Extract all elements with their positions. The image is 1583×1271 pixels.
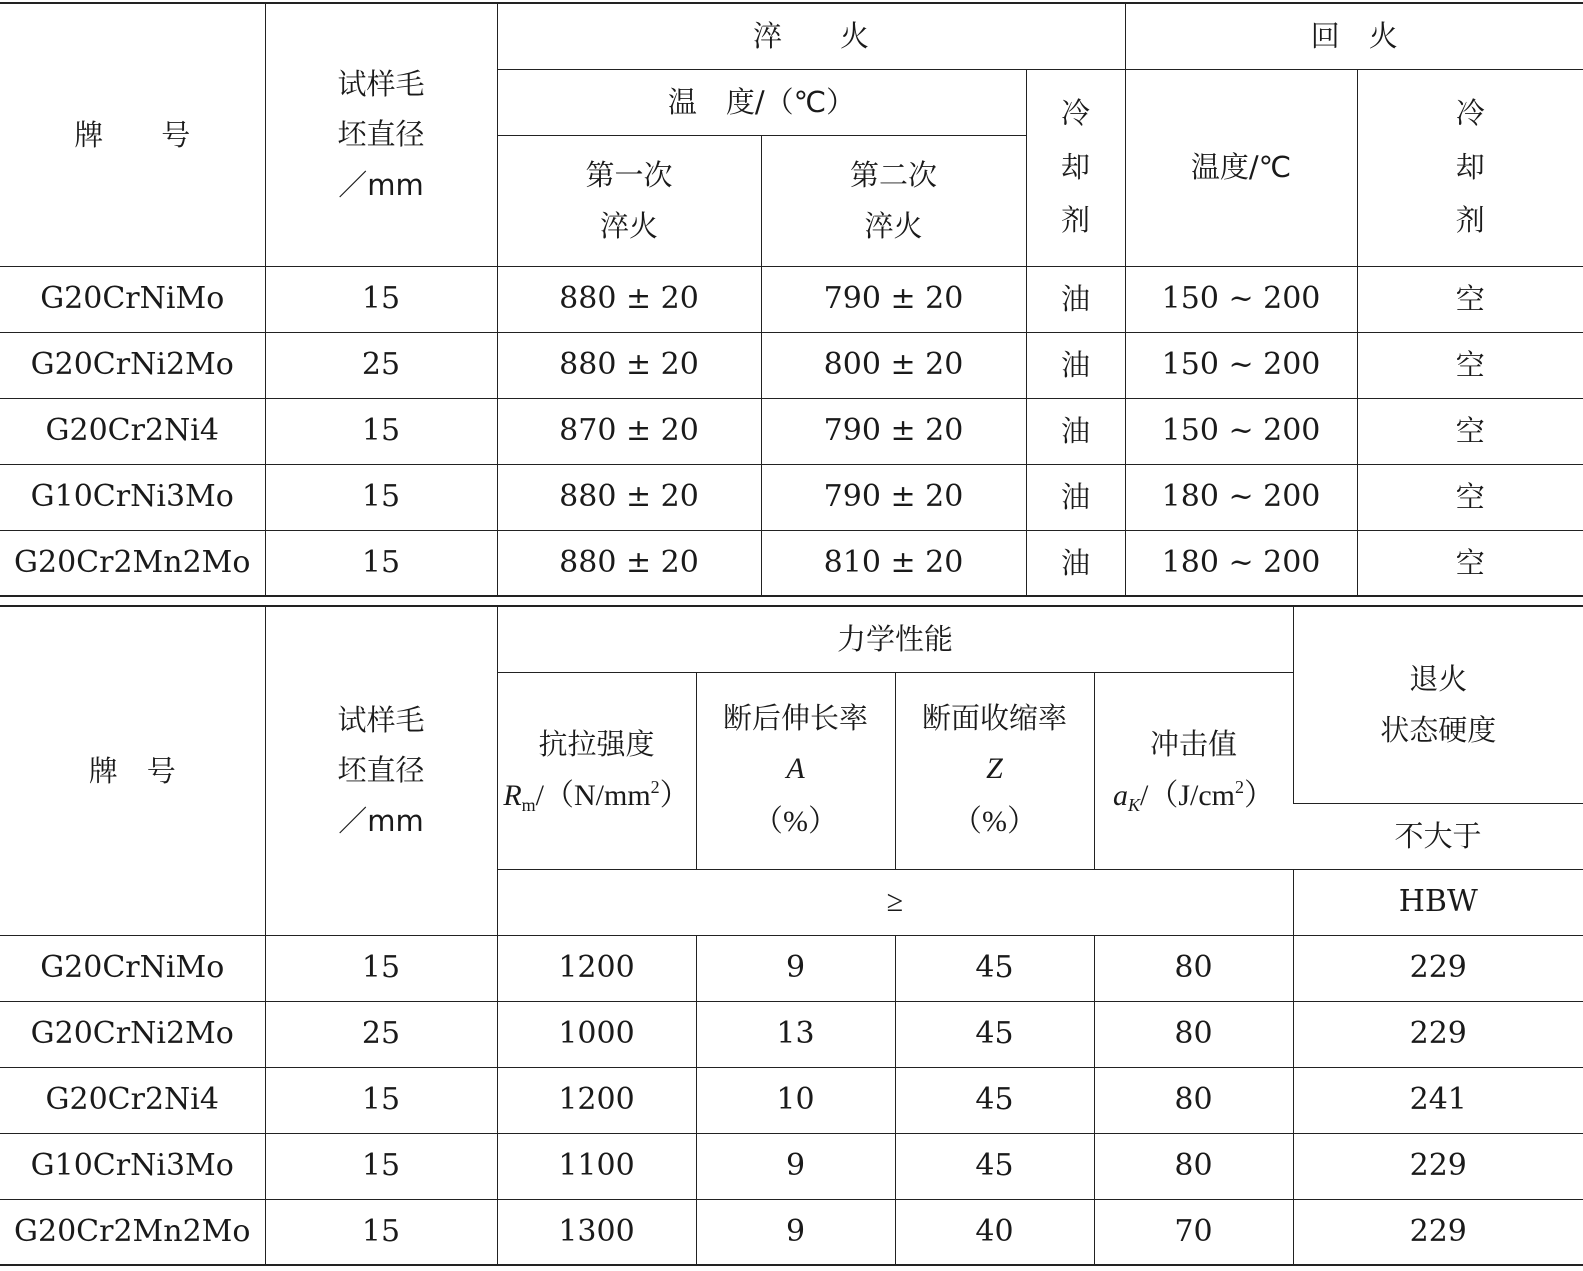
cell-grade: G20Cr2Mn2Mo <box>0 1199 265 1265</box>
cell-grade: G10CrNi3Mo <box>0 1133 265 1199</box>
cell-second-quench: 790 ± 20 <box>761 266 1026 332</box>
cell-tensile: 1300 <box>497 1199 696 1265</box>
cell-diameter: 15 <box>265 464 497 530</box>
table-row <box>0 935 1583 1001</box>
heat-treatment-table <box>0 2 1583 597</box>
cell-tensile: 1200 <box>497 935 696 1001</box>
cell-tensile: 1200 <box>497 1067 696 1133</box>
header-reduction-of-area: 断面收缩率 Z （%） <box>895 672 1094 869</box>
header-temper-temperature: 温度/℃ <box>1125 69 1357 266</box>
cell-temper-coolant: 空 <box>1357 266 1583 332</box>
cell-diameter: 15 <box>265 935 497 1001</box>
cell-hardness: 241 <box>1293 1067 1583 1133</box>
cell-temper-temperature: 150 ~ 200 <box>1125 398 1357 464</box>
cell-impact: 80 <box>1094 1001 1293 1067</box>
cell-impact: 80 <box>1094 935 1293 1001</box>
header-quench-temperature: 温 度/（℃） <box>497 69 1026 135</box>
header-elongation: 断后伸长率 A （%） <box>696 672 895 869</box>
cell-temper-coolant: 空 <box>1357 464 1583 530</box>
cell-quench-coolant: 油 <box>1026 530 1125 596</box>
cell-reduction: 45 <box>895 1001 1094 1067</box>
cell-temper-temperature: 150 ~ 200 <box>1125 266 1357 332</box>
cell-diameter: 25 <box>265 332 497 398</box>
cell-grade: G20Cr2Ni4 <box>0 398 265 464</box>
cell-reduction: 45 <box>895 935 1094 1001</box>
cell-first-quench: 880 ± 20 <box>497 530 761 596</box>
cell-temper-temperature: 150 ~ 200 <box>1125 332 1357 398</box>
cell-grade: G20CrNiMo <box>0 266 265 332</box>
cell-temper-temperature: 180 ~ 200 <box>1125 530 1357 596</box>
header-grade: 牌 号 <box>0 3 265 266</box>
cell-second-quench: 810 ± 20 <box>761 530 1026 596</box>
header-grade: 牌 号 <box>0 606 265 935</box>
table-row <box>0 1133 1583 1199</box>
table-row <box>0 398 1583 464</box>
cell-first-quench: 880 ± 20 <box>497 332 761 398</box>
cell-first-quench: 870 ± 20 <box>497 398 761 464</box>
table-row <box>0 1067 1583 1133</box>
cell-grade: G20Cr2Ni4 <box>0 1067 265 1133</box>
cell-quench-coolant: 油 <box>1026 464 1125 530</box>
cell-temper-coolant: 空 <box>1357 398 1583 464</box>
header-tensile-strength: 抗拉强度 $R_m/(N/mm^2)$ <box>497 672 696 869</box>
cell-reduction: 40 <box>895 1199 1094 1265</box>
cell-elongation: 10 <box>696 1067 895 1133</box>
table-row <box>0 1199 1583 1265</box>
header-not-greater-than: 不大于 <box>1293 803 1583 869</box>
cell-diameter: 15 <box>265 1067 497 1133</box>
cell-tensile: 1000 <box>497 1001 696 1067</box>
cell-first-quench: 880 ± 20 <box>497 266 761 332</box>
header-impact-value: 冲击值 $a_K/(J/cm^2)$ <box>1094 672 1293 869</box>
header-annealed-hardness: 退火 状态硬度 <box>1293 606 1583 803</box>
cell-elongation: 9 <box>696 1199 895 1265</box>
cell-elongation: 9 <box>696 1133 895 1199</box>
cell-diameter: 15 <box>265 398 497 464</box>
cell-second-quench: 790 ± 20 <box>761 398 1026 464</box>
table-row <box>0 1001 1583 1067</box>
cell-first-quench: 880 ± 20 <box>497 464 761 530</box>
header-second-quench: 第二次 淬火 <box>761 135 1026 266</box>
header-temper-coolant: 冷却剂 <box>1357 69 1583 266</box>
header-quench-coolant: 冷却剂 <box>1026 69 1125 266</box>
cell-hardness: 229 <box>1293 935 1583 1001</box>
header-mechanical-properties: 力学性能 <box>497 606 1293 672</box>
cell-impact: 80 <box>1094 1133 1293 1199</box>
header-tempering: 回 火 <box>1125 3 1583 69</box>
cell-second-quench: 800 ± 20 <box>761 332 1026 398</box>
cell-diameter: 15 <box>265 1133 497 1199</box>
cell-impact: 70 <box>1094 1199 1293 1265</box>
header-blank-diameter: 试样毛 坯直径 ／mm <box>265 3 497 266</box>
header-minimum-symbol: ≥ <box>497 869 1293 935</box>
cell-elongation: 9 <box>696 935 895 1001</box>
cell-hardness: 229 <box>1293 1133 1583 1199</box>
cell-grade: G20CrNi2Mo <box>0 332 265 398</box>
cell-diameter: 15 <box>265 1199 497 1265</box>
cell-reduction: 45 <box>895 1133 1094 1199</box>
cell-temper-coolant: 空 <box>1357 530 1583 596</box>
header-quenching: 淬 火 <box>497 3 1125 69</box>
cell-grade: G20Cr2Mn2Mo <box>0 530 265 596</box>
cell-quench-coolant: 油 <box>1026 398 1125 464</box>
cell-quench-coolant: 油 <box>1026 332 1125 398</box>
cell-reduction: 45 <box>895 1067 1094 1133</box>
mechanical-properties-table <box>0 605 1583 1266</box>
cell-diameter: 15 <box>265 530 497 596</box>
cell-second-quench: 790 ± 20 <box>761 464 1026 530</box>
cell-elongation: 13 <box>696 1001 895 1067</box>
cell-diameter: 25 <box>265 1001 497 1067</box>
table-row <box>0 530 1583 596</box>
header-first-quench: 第一次 淬火 <box>497 135 761 266</box>
cell-grade: G20CrNiMo <box>0 935 265 1001</box>
table-row <box>0 464 1583 530</box>
header-hbw: HBW <box>1293 869 1583 935</box>
table-row <box>0 332 1583 398</box>
cell-grade: G20CrNi2Mo <box>0 1001 265 1067</box>
table-row <box>0 266 1583 332</box>
cell-diameter: 15 <box>265 266 497 332</box>
cell-grade: G10CrNi3Mo <box>0 464 265 530</box>
header-blank-diameter: 试样毛 坯直径 ／mm <box>265 606 497 935</box>
cell-temper-temperature: 180 ~ 200 <box>1125 464 1357 530</box>
cell-quench-coolant: 油 <box>1026 266 1125 332</box>
cell-hardness: 229 <box>1293 1199 1583 1265</box>
cell-temper-coolant: 空 <box>1357 332 1583 398</box>
cell-tensile: 1100 <box>497 1133 696 1199</box>
cell-hardness: 229 <box>1293 1001 1583 1067</box>
cell-impact: 80 <box>1094 1067 1293 1133</box>
